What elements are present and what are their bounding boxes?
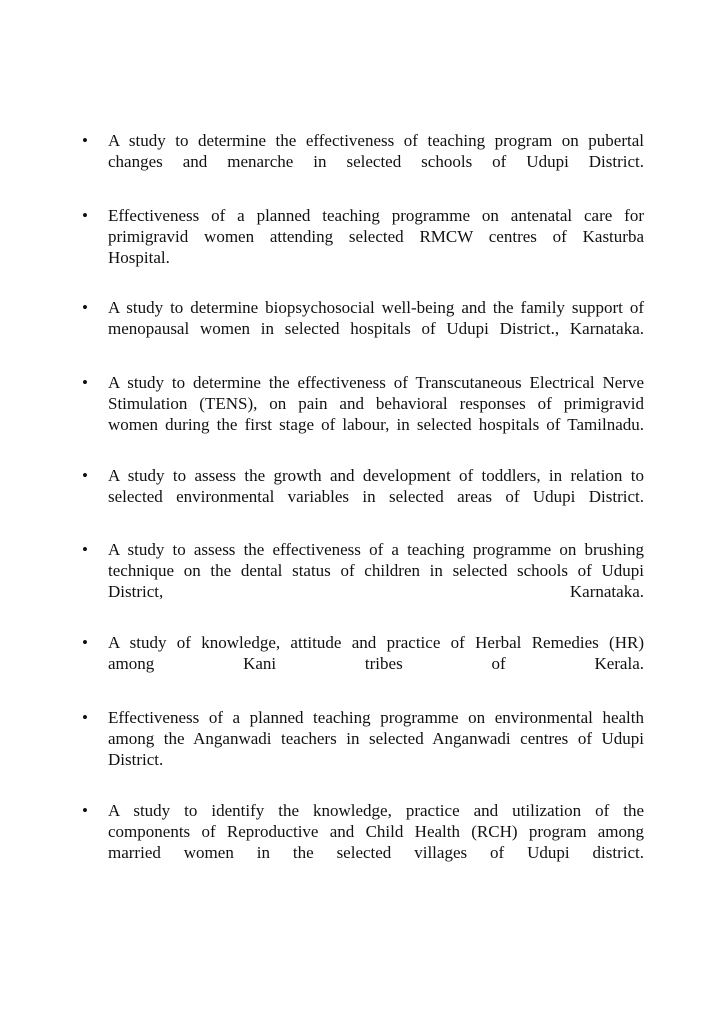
text-line: District, Karnataka. (108, 582, 644, 601)
text-line: A study to determine the effectiveness of teaching program on pubertal (108, 131, 644, 150)
text-line: among Kani tribes of Kerala. (108, 654, 644, 673)
list-item-text (108, 539, 644, 602)
text-line: A study to determine biopsychosocial well-being and the family support of (108, 298, 644, 317)
text-line: Effectiveness of a planned teaching programme on antenatal care for (108, 206, 644, 225)
bullet-icon: • (82, 466, 88, 485)
bullet-icon: • (82, 373, 88, 392)
list-item-text (108, 707, 644, 770)
text-line: A study to determine the effectiveness of Transcutaneous Electrical Nerve (108, 373, 644, 392)
bullet-icon: • (82, 298, 88, 317)
bullet-icon: • (82, 540, 88, 559)
text-line: Effectiveness of a planned teaching programme on environmental health (108, 708, 644, 727)
text-line: A study to assess the growth and development of toddlers, in relation to (108, 466, 644, 485)
text-line: primigravid women attending selected RMCW centres of Kasturba (108, 227, 644, 246)
bullet-icon: • (82, 206, 88, 225)
bullet-icon: • (82, 633, 88, 652)
text-line: A study of knowledge, attitude and practice of Herbal Remedies (HR) (108, 633, 644, 652)
text-line: Hospital. (108, 248, 170, 267)
text-line: menopausal women in selected hospitals of Udupi District., Karnataka. (108, 319, 644, 338)
list-item-text (108, 297, 644, 339)
text-line: A study to assess the effectiveness of a teaching programme on brushing (108, 540, 644, 559)
text-line: Stimulation (TENS), on pain and behavioral responses of primigravid (108, 394, 644, 413)
list-item-text (108, 800, 644, 863)
text-line: women during the first stage of labour, in selected hospitals of Tamilnadu. (108, 415, 644, 434)
list-item-text (108, 632, 644, 674)
text-line: selected environmental variables in selected areas of Udupi District. (108, 487, 644, 506)
text-line: District. (108, 750, 164, 769)
list-item-text (108, 465, 644, 507)
text-line: technique on the dental status of children in selected schools of Udupi (108, 561, 644, 580)
text-line: among the Anganwadi teachers in selected Anganwadi centres of Udupi (108, 729, 644, 748)
bullet-icon: • (82, 801, 88, 820)
text-line: changes and menarche in selected schools of Udupi District. (108, 152, 644, 171)
text-line: married women in the selected villages of Udupi district. (108, 843, 644, 862)
text-line: components of Reproductive and Child Health (RCH) program among (108, 822, 644, 841)
list-item-text (108, 130, 644, 172)
text-line: A study to identify the knowledge, practice and utilization of the (108, 801, 644, 820)
list-item-text (108, 372, 644, 435)
bullet-icon: • (82, 708, 88, 727)
list-item-text (108, 205, 644, 268)
bullet-icon: • (82, 131, 88, 150)
